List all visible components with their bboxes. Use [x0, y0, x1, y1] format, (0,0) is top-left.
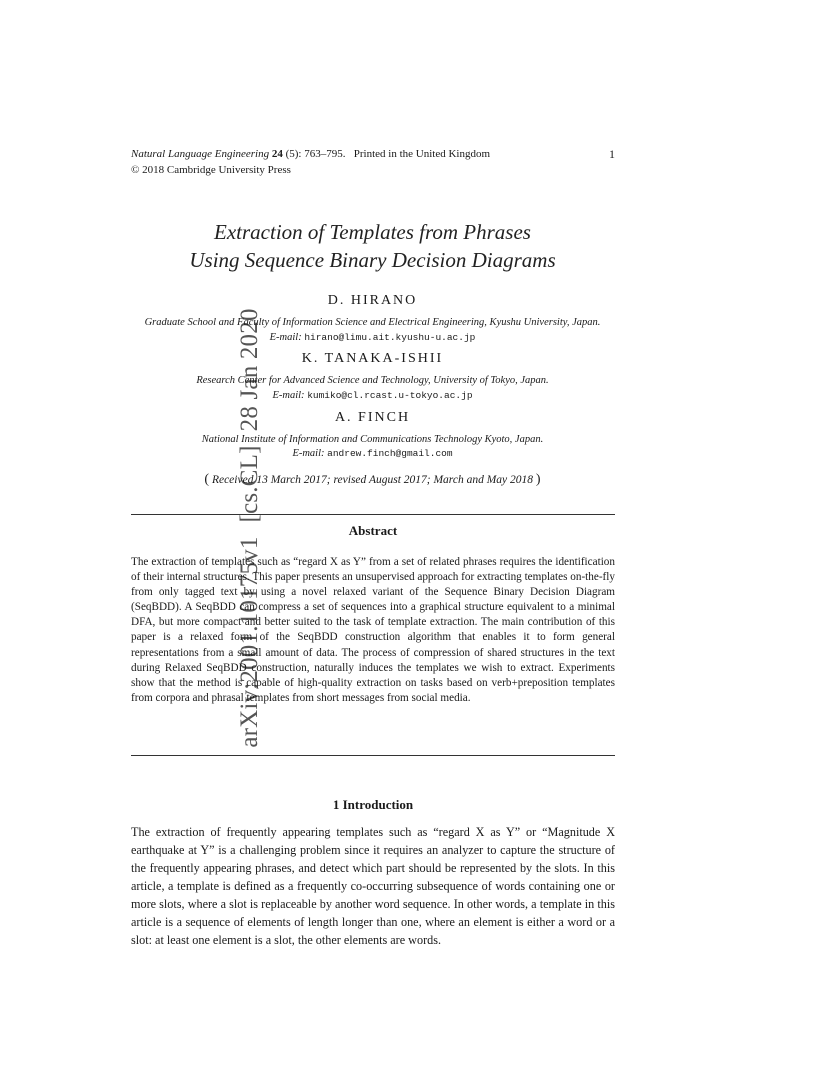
received-open-paren: ( — [204, 472, 210, 487]
author-email[interactable]: andrew.finch@gmail.com — [327, 448, 453, 459]
abstract-heading: Abstract — [348, 523, 398, 538]
journal-name: Natural Language Engineering — [131, 148, 270, 160]
author-email[interactable]: hirano@limu.ait.kyushu-u.ac.jp — [304, 332, 476, 343]
author-name: D. HIRANO — [327, 293, 418, 308]
author-affiliation: National Institute of Information and Communications Technology Kyoto, Japan. — [201, 434, 544, 445]
email-label: E-mail: — [292, 448, 325, 459]
running-header — [131, 146, 615, 178]
author-affiliation: Graduate School and Faculty of Information Science and Electrical Engineering, Kyushu University, Japan. — [144, 317, 601, 328]
author-email-line — [100, 446, 645, 461]
arxiv-category: [cs.CL] — [236, 445, 263, 523]
introduction-paragraph: The extraction of frequently appearing templates such as “regard X as Y” or “Magnitude X earthquake at Y” is a challenging problem since it requires an analyzer to capture the structure of the frequently appearing phrases, and detect which part should be represented by the slots. In this article, a template is defined as a frequently co-occurring subsequence of words containing one or more slots, where a slot is replaceable by another word sequence. In other words, a template in this article is a sequence of elements of length longer than one, where an element is either a word or a slot: at least one element is a slot, the other elements are words. — [131, 825, 615, 947]
author-affiliation: Research Center for Advanced Science and Technology, University of Tokyo, Japan. — [196, 375, 549, 386]
author-name: K. TANAKA-ISHII — [301, 351, 444, 366]
abstract-text: The extraction of templates such as “regard X as Y” from a set of related phrases requires the identification of their internal structures. This paper presents an unsupervised approach for extracting templates on-the-fly from only tagged text by using a novel relaxed variant of the Sequence Binary Decision Diagram (SeqBDD). A SeqBDD can compress a set of sequences into a graphical structure equivalent to a minimal DFA, but more compact and better suited to the task of template extraction. The main contribution of this paper is a relaxed form of the SeqBDD construction algorithm that enables it to form general representations from a small amount of data. The process of compression of shared structures in the text during Relaxed SeqBDD construction, naturally induces the templates we wish to extract. Experiments show that the method is capable of high-quality extraction on tasks based on verb+preposition templates from corpora and phrasal templates from short messages from social media. — [131, 556, 615, 704]
arxiv-date: 28 Jan 2020 — [236, 308, 263, 432]
title-line-1: Extraction of Templates from Phrases — [214, 220, 531, 244]
section-heading-introduction: 1 Introduction — [332, 797, 414, 812]
abstract-top-rule — [131, 514, 615, 515]
author-email-line — [100, 388, 645, 403]
journal-issue-pages: (5): 763–795. — [285, 148, 346, 160]
received-close-paren: ) — [535, 472, 541, 487]
paper-title — [100, 218, 645, 274]
printed-note: Printed in the United Kingdom — [353, 148, 491, 160]
abstract-bottom-rule — [131, 755, 615, 756]
copyright-note: © 2018 Cambridge University Press — [131, 164, 291, 176]
received-text: Received 13 March 2017; revised August 2017; March and May 2018 — [211, 474, 534, 486]
author-email-line — [100, 330, 645, 345]
email-label: E-mail: — [269, 332, 302, 343]
author-email[interactable]: kumiko@cl.rcast.u-tokyo.ac.jp — [307, 390, 473, 401]
email-label: E-mail: — [272, 390, 305, 401]
page-number: 1 — [609, 147, 615, 161]
received-dates — [100, 472, 645, 488]
journal-volume: 24 — [271, 148, 283, 160]
author-name: A. FINCH — [334, 410, 411, 425]
arxiv-id: arXiv:2001.10175v1 — [236, 536, 263, 748]
title-line-2: Using Sequence Binary Decision Diagrams — [189, 248, 556, 272]
